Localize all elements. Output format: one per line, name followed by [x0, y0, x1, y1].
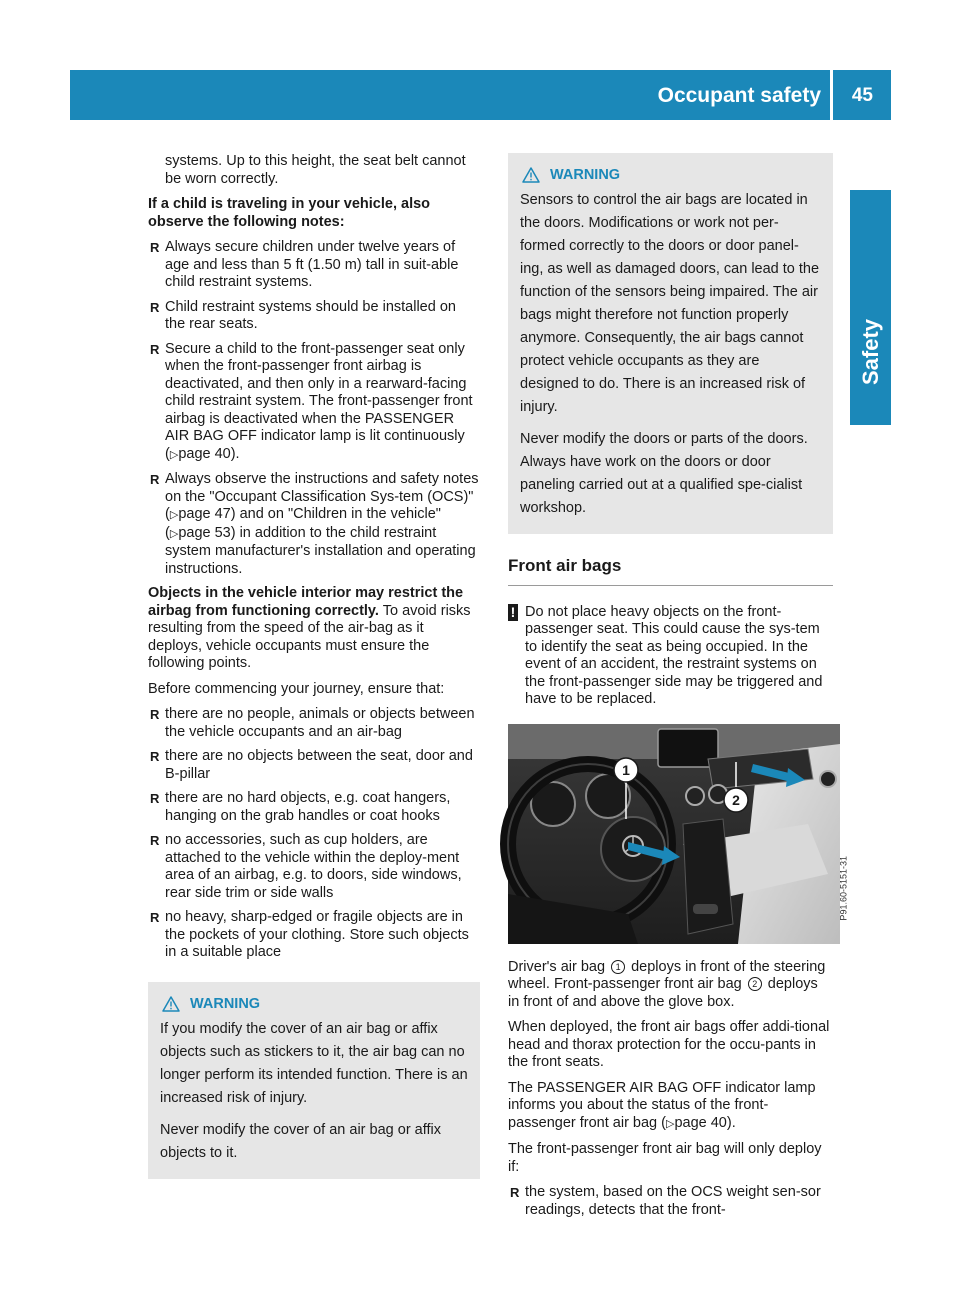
- warning-box-door-sensors: [508, 153, 833, 534]
- bullet-mark: R: [150, 791, 160, 806]
- page-ref-arrow-icon: ▷: [169, 527, 179, 540]
- dashboard-airbag-photo: [508, 724, 849, 944]
- warning-text: Sensors to control the air bags are located in the doors. Modifications or work not per-formed correctly to the doors or door panel-ing, as well as damaged doors, can lead to the function of the sensors being impaired. The air bags might therefore not function properly anymore. Consequently, the air bags cannot protect vehicle occupants as they are designed to do. There is an increased risk of injury.: [520, 192, 820, 415]
- deployed-paragraph: When deployed, the front air bags offer addi-tional head and thorax protection for the occu-pants in the front seats.: [508, 1019, 830, 1070]
- bullet-mark: R: [150, 472, 160, 487]
- warning-text: If you modify the cover of an air bag or affix objects such as stickers to it, the air bag can no longer perform its intended function. There is an increased risk of injury.: [160, 1020, 468, 1106]
- child-heading: If a child is traveling in your vehicle, also observe the following notes:: [148, 196, 431, 230]
- bullet-mark: R: [150, 240, 160, 255]
- bullet-mark: R: [150, 299, 160, 315]
- exclamation-icon: !: [508, 604, 518, 621]
- child-bullets: [148, 239, 480, 578]
- page-ref-link[interactable]: page 40).: [178, 445, 240, 462]
- header-bar: [70, 70, 891, 120]
- page-ref-link[interactable]: page 53) in addition to the child restraint system manufacturer's installation and operating instructions.: [165, 524, 476, 577]
- page-ref-arrow-icon: ▷: [169, 509, 179, 521]
- section-title: Front air bags: [508, 557, 833, 586]
- bullet-mark: R: [150, 910, 160, 925]
- header-divider: [830, 70, 833, 120]
- page-number: 45: [851, 85, 873, 106]
- warning-heading: [520, 165, 821, 185]
- section-side-label: Safety: [858, 318, 883, 386]
- warning-label: WARNING: [190, 995, 261, 1012]
- deploy-bullets: [508, 1184, 833, 1219]
- deploy-if-paragraph: The front-passenger front air bag will only deploy if:: [508, 1141, 822, 1175]
- lamp-paragraph: The PASSENGER AIR BAG OFF indicator lamp informs you about the status of the front-passenger front air bag (▷page 40).: [508, 1079, 816, 1131]
- section-side-tab: [850, 190, 891, 425]
- page-ref-arrow-icon: ▷: [169, 448, 179, 461]
- list-item: R the system, based on the OCS weight sen-sor readings, detects that the front-: [510, 1184, 821, 1218]
- page-ref-link[interactable]: page 40).: [674, 1114, 736, 1131]
- bullet-mark: R: [150, 707, 160, 722]
- ensure-bullets: [148, 706, 480, 962]
- left-column: [148, 153, 480, 1179]
- before-paragraph: Before commencing your journey, ensure that:: [148, 680, 445, 697]
- dashboard-illustration: [508, 724, 840, 944]
- warning-box-airbag-cover: [148, 982, 480, 1179]
- page-ref-link[interactable]: page 47) and on "Children in the vehicle" (: [165, 506, 441, 541]
- running-header-title: Occupant safety: [657, 84, 821, 107]
- note-block: [508, 604, 833, 709]
- list-item: R Always secure children under twelve years of age and less than 5 ft (1.50 m) tall in suit-able child restraint systems.: [150, 239, 459, 290]
- callout-2: 2: [732, 791, 740, 808]
- list-item: R there are no people, animals or objects between the vehicle occupants and an air-bag: [150, 706, 475, 740]
- list-item: R Always observe the instructions and safety notes on the "Occupant Classification Sys-tem (OCS)" (▷page 47) and on "Children in the vehicle" (▷page 53) in addition to the child restraint system manufacturer's installation and operating instructions.: [150, 471, 479, 577]
- warning-text: Never modify the doors or parts of the doors. Always have work on the doors or door paneling carried out at a qualified spe-cialist workshop.: [520, 431, 808, 516]
- warning-triangle-icon: [162, 996, 180, 1012]
- callout-ref-2: 2: [748, 977, 762, 991]
- bullet-mark: R: [150, 341, 160, 357]
- figure-code: P91.60-5151-31: [839, 855, 849, 921]
- warning-triangle-icon: [522, 167, 540, 183]
- bullet-mark: R: [150, 833, 160, 848]
- list-item: R no heavy, sharp-edged or fragile objects are in the pockets of your clothing. Store such objects in a suitable place: [150, 909, 469, 960]
- callout-ref-1: 1: [611, 960, 625, 974]
- warning-label: WARNING: [550, 167, 621, 183]
- callout-1: 1: [622, 761, 630, 778]
- objects-paragraph: Objects in the vehicle interior may restrict the airbag from functioning correctly. To avoid risks resulting from the speed of the air-bag as it deploys, vehicle occupants must ensure the following points.: [148, 585, 471, 671]
- page-ref-arrow-icon: ▷: [665, 1117, 675, 1130]
- list-item: R Child restraint systems should be installed on the rear seats.: [150, 298, 456, 332]
- warning-text: Never modify the cover of an air bag or affix objects to it.: [160, 1121, 442, 1161]
- note-text: Do not place heavy objects on the front-passenger seat. This could cause the sys-tem to identify the seat as being occupied. In the event of an accident, the restraint systems on the front-passenger side may be triggered and have to be replaced.: [525, 603, 823, 707]
- list-item: R Secure a child to the front-passenger seat only when the front-passenger front airbag is deactivated, and then only in a rearward-facing child restraint system. The front-passenger front airbag is deactivated when the PASSENGER AIR BAG OFF indicator lamp is lit continuously (▷page 40).: [150, 340, 473, 462]
- list-item: R there are no hard objects, e.g. coat hangers, hanging on the grab handles or coat hooks: [150, 790, 451, 824]
- right-column: [508, 153, 849, 1226]
- list-item: R no accessories, such as cup holders, are attached to the vehicle within the deploy-ment area of an airbag, e.g. to doors, side windows, rear side trim or side walls: [150, 832, 462, 901]
- bullet-mark: R: [150, 749, 160, 764]
- bullet-mark: R: [510, 1185, 520, 1200]
- caption-paragraph: Driver's air bag 1 deploys in front of the steering wheel. Front-passenger front air bag 2 deploys in front of and above the glove box.: [508, 958, 826, 1010]
- warning-heading: [160, 994, 468, 1014]
- intro-continued: systems. Up to this height, the seat belt cannot be worn correctly.: [165, 153, 466, 187]
- list-item: R there are no objects between the seat, door and B-pillar: [150, 748, 473, 782]
